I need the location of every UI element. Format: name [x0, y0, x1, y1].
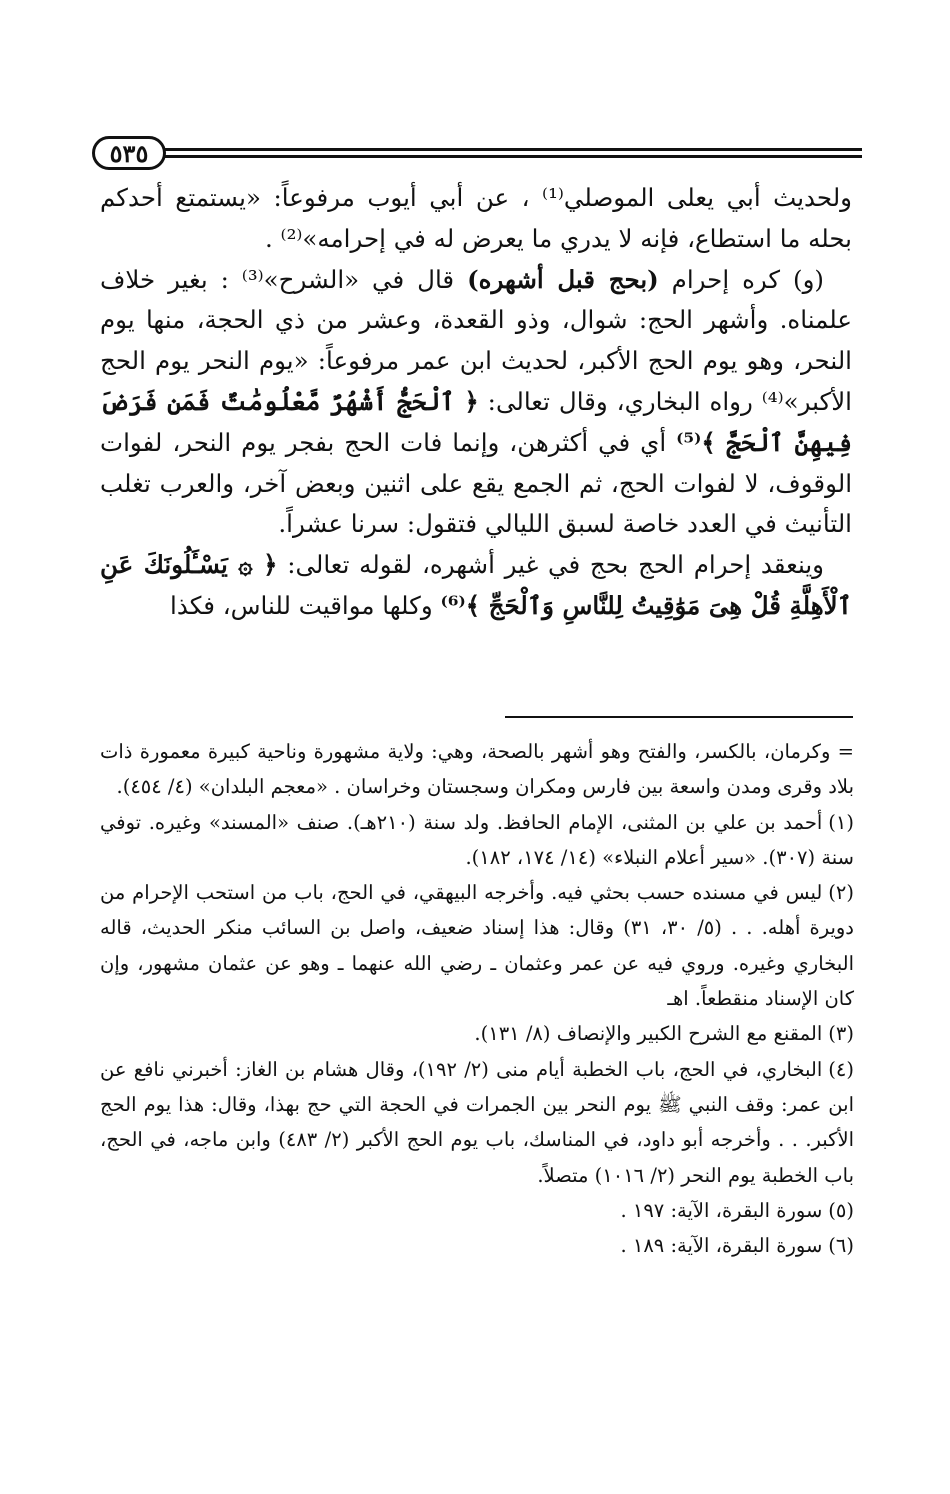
footnote-number: (٦)	[828, 1234, 854, 1258]
footnote-number: (٢)	[828, 881, 854, 905]
footnote-text: البخاري، في الحج، باب الخطبة أيام منى (٢/ ١٩٢)، وقال هشام بن الغاز: أخبرني نافع عن ابن عمر: وقف النبي ﷺ يوم النحر بين الجمرات في الحجة التي حج بهذا، وقال: هذا يوم الحج الأكبر. . . وأخرجه أبو داود، في المناسك، باب يوم الحج الأكبر (٢/ ٤٨٣) وابن ماجه، في الحج، باب الخطبة يوم النحر (٢/ ١٠١٦) متصلاً.	[100, 1057, 854, 1187]
quran-verse-1: ﴿ ٱلْحَجُّ أَشْهُرٌ مَّعْلُومَٰتٌ فَمَن فَرَضَ فِيهِنَّ ٱلْحَجَّ ﴾⁽⁵⁾	[100, 386, 852, 457]
paragraph-3-end: وكلها مواقيت للناس، فكذا	[170, 590, 441, 620]
footnote-divider	[505, 716, 853, 718]
main-text	[100, 178, 852, 627]
paragraph-2-open: (و) كره إحرام	[658, 264, 824, 294]
footnote-3	[100, 1016, 854, 1051]
paragraph-2-rest: قال في «الشرح»⁽³⁾ : بغير خلاف علمناه. وأشهر الحج: شوال، وذو القعدة، وعشر من ذي الحجة، منها يوم النحر، وهو يوم الحج الأكبر، لحديث ابن عمر مرفوعاً: «يوم النحر يوم الحج الأكبر»⁽⁴⁾ رواه البخاري، وقال تعالى:	[100, 264, 852, 416]
footnotes	[100, 734, 854, 1263]
footnote-text: سورة البقرة، الآية: ١٨٩ .	[620, 1234, 823, 1258]
footnote-6	[100, 1228, 854, 1263]
paragraph-1: ولحديث أبي يعلى الموصلي⁽¹⁾ ، عن أبي أيوب مرفوعاً: «يستمتع أحدكم بحله ما استطاع، فإنه لا يدري ما يعرض له في إحرامه»⁽²⁾ .	[100, 183, 852, 253]
footnote-number: (٥)	[828, 1198, 854, 1222]
footnote-text: ليس في مسنده حسب بحثي فيه. وأخرجه البيهقي، في الحج، باب من استحب الإحرام من دويرة أهله. . . (٥/ ٣٠، ٣١) وقال: هذا إسناد ضعيف، واصل بن السائب منكر الحديث، قاله البخاري وغيره. وروي فيه عن عمر وعثمان ـ رضي الله عنهما ـ وهو عن عثمان مشهور، وإن كان الإسناد منقطعاً. اهـ	[100, 881, 854, 1011]
footnote-number: (٣)	[828, 1022, 854, 1046]
page-number: ٥٣٥	[92, 136, 166, 170]
footnote-1	[100, 805, 854, 876]
header-rule-secondary	[164, 155, 862, 158]
paragraph-2	[100, 260, 852, 546]
paragraph-3	[100, 545, 852, 627]
footnote-5	[100, 1193, 854, 1228]
footnote-text: المقنع مع الشرح الكبير والإنصاف (٨/ ١٣١).	[474, 1022, 823, 1046]
footnote-continued: = وكرمان، بالكسر، والفتح وهو أشهر بالصحة، وهي: ولاية مشهورة وناحية كبيرة معمورة ذات بلاد وقرى ومدن واسعة بين فارس ومكران وسجستان وخراسان . «معجم البلدان» (٤/ ٤٥٤).	[100, 740, 854, 799]
matn-phrase: (بحج قبل أشهره)	[467, 264, 659, 294]
footnote-2	[100, 875, 854, 1016]
header-rule	[164, 148, 862, 151]
paragraph-3-open: وينعقد إحرام الحج بحج في غير أشهره، لقوله تعالى:	[277, 550, 825, 580]
footnote-text: سورة البقرة، الآية: ١٩٧ .	[620, 1198, 823, 1222]
footnote-text: أحمد بن علي بن المثنى، الإمام الحافظ. ولد سنة (٢١٠هـ). صنف «المسند» وغيره. توفي سنة (٣٠٧). «سير أعلام النبلاء» (١٤/ ١٧٤، ١٨٢).	[100, 810, 854, 869]
page-header	[92, 136, 862, 172]
footnote-number: (٤)	[828, 1057, 854, 1081]
footnote-4	[100, 1052, 854, 1193]
footnote-number: (١)	[828, 810, 854, 834]
paragraph-2-rest-2: أي في أكثرهن، وإنما فات الحج بفجر يوم النحر، لفوات الوقوف، لا لفوات الحج، ثم الجمع يقع على اثنين وبعض آخر، والعرب تغلب التأنيث في العدد خاصة لسبق الليالي فتقول: سرنا عشراً.	[100, 427, 852, 539]
quran-verse-2: ﴿ ۞ يَسْـَٔلُونَكَ عَنِ ٱلْأَهِلَّةِ قُلْ هِىَ مَوَٰقِيتُ لِلنَّاسِ وَٱلْحَجِّ ﴾⁽⁶⁾	[100, 550, 852, 620]
